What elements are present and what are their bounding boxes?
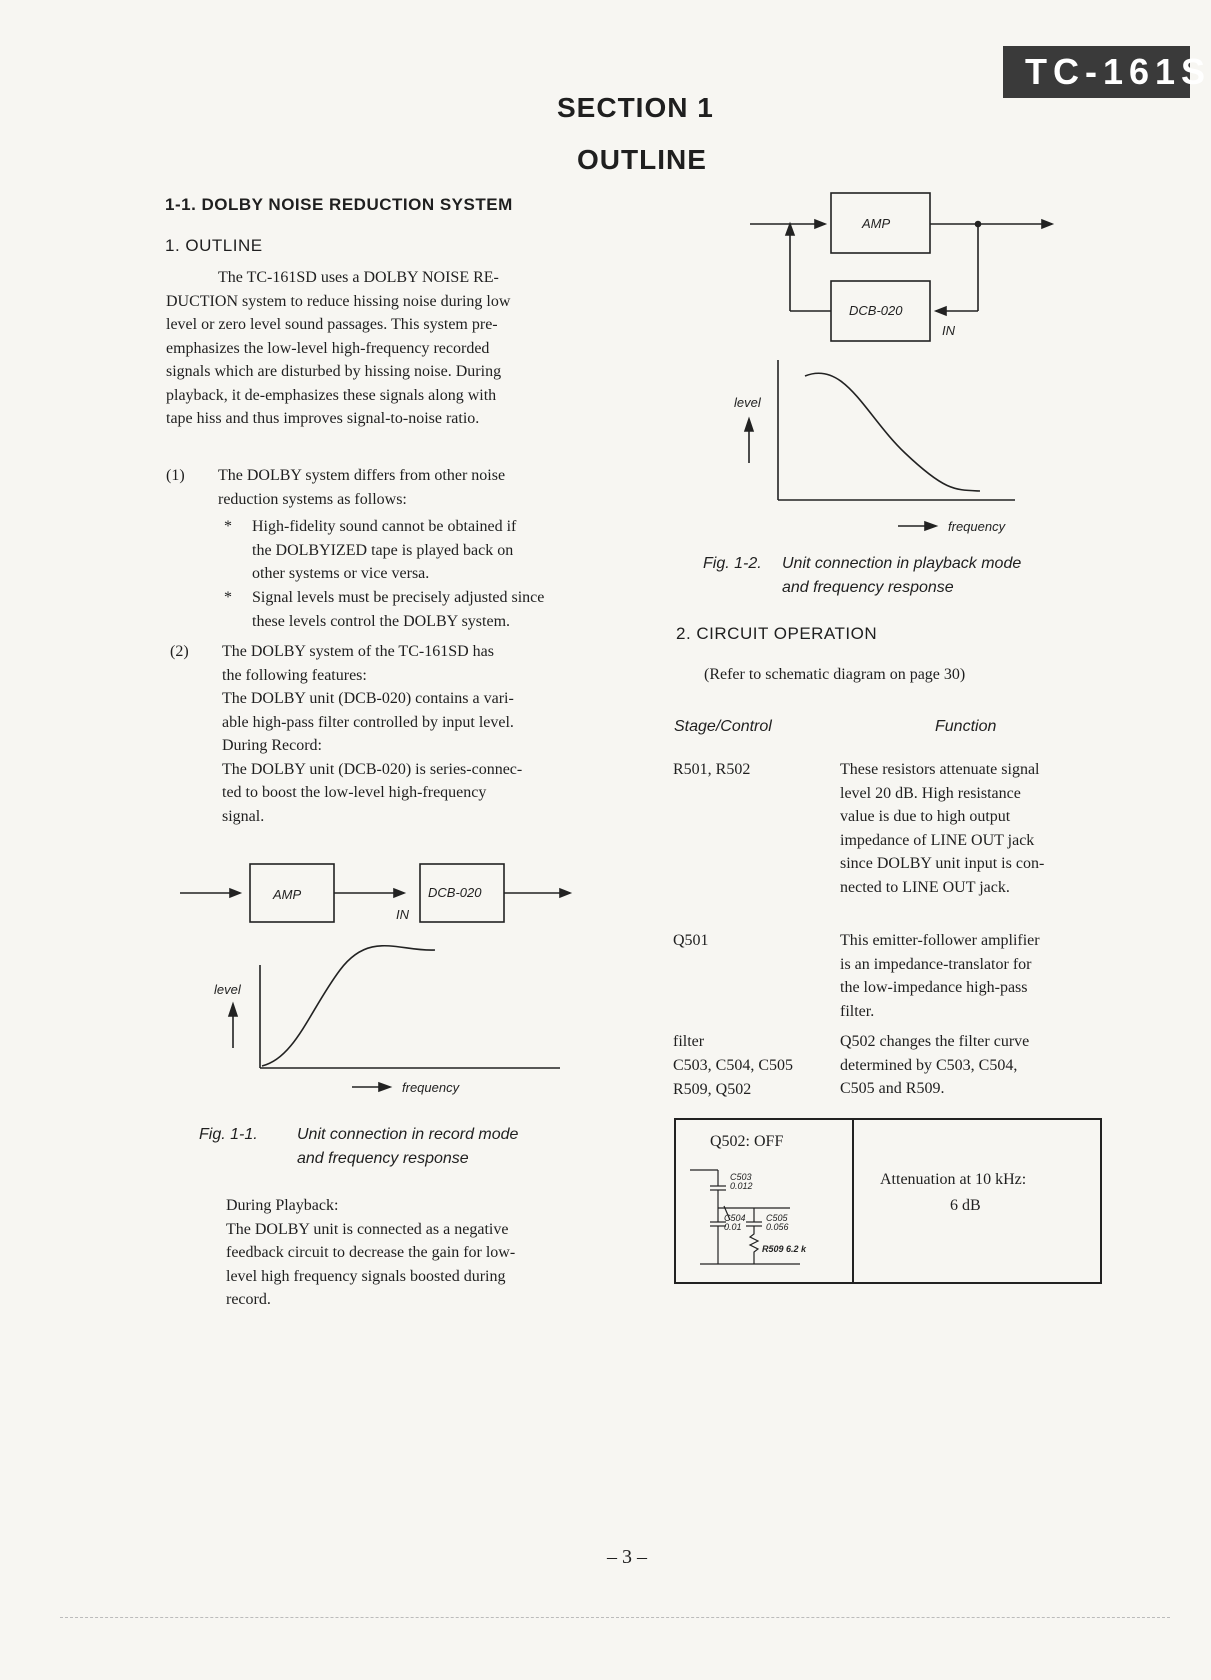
refer-note: (Refer to schematic diagram on page 30) bbox=[704, 666, 966, 683]
text-line: level high frequency signals boosted during bbox=[226, 1267, 506, 1285]
text-line: During Playback: bbox=[226, 1197, 339, 1214]
text-line: the low-impedance high-pass bbox=[840, 979, 1028, 996]
item1-text bbox=[218, 464, 602, 511]
footer-rule bbox=[60, 1617, 1170, 1618]
text-line: record. bbox=[226, 1291, 271, 1308]
arrow-icon bbox=[230, 889, 240, 897]
text-line: emphasizes the low-level high-frequency recorded bbox=[166, 339, 490, 357]
frequency-label: frequency bbox=[402, 1080, 460, 1095]
text-line: Q502 changes the filter curve bbox=[840, 1033, 1030, 1050]
column-header-stage: Stage/Control bbox=[674, 718, 772, 735]
heading-circuit-operation: 2. CIRCUIT OPERATION bbox=[676, 624, 878, 643]
text-line: The DOLBY system differs from other noise bbox=[218, 467, 506, 484]
in-label: IN bbox=[942, 323, 955, 338]
text-line: value is due to high output bbox=[840, 808, 1011, 825]
arrow-icon bbox=[560, 889, 570, 897]
arrow-icon bbox=[229, 1004, 237, 1016]
text-line: This emitter-follower amplifier bbox=[840, 932, 1040, 949]
fig1-caption-line2: and frequency response bbox=[297, 1150, 469, 1167]
text-line: The TC-161SD uses a DOLBY NOISE RE- bbox=[218, 269, 499, 286]
text-line: The DOLBY unit is connected as a negative bbox=[226, 1220, 509, 1238]
intro-paragraph bbox=[166, 266, 601, 431]
cut-curve bbox=[805, 373, 980, 491]
bullet-star: * bbox=[224, 589, 232, 606]
function-text bbox=[840, 929, 1102, 1023]
fig2-caption-number: Fig. 1-2. bbox=[703, 555, 762, 572]
text-line: High-fidelity sound cannot be obtained if bbox=[252, 518, 517, 535]
c505-value: 0.056 bbox=[766, 1222, 789, 1232]
bullet2-text bbox=[252, 586, 607, 633]
fig1-diagram bbox=[170, 850, 610, 1110]
stage-label bbox=[673, 1030, 793, 1102]
heading-dolby-nr: 1-1. DOLBY NOISE REDUCTION SYSTEM bbox=[165, 195, 513, 214]
text-line: nected to LINE OUT jack. bbox=[840, 878, 1010, 896]
item2-text bbox=[222, 640, 606, 828]
filter-schematic bbox=[690, 1164, 840, 1276]
text-line: Signal levels must be precisely adjusted since bbox=[252, 589, 545, 606]
text-line: filter. bbox=[840, 1002, 875, 1020]
box-divider bbox=[852, 1120, 854, 1282]
section-title: SECTION 1 bbox=[557, 92, 714, 123]
text-line: the following features: bbox=[222, 666, 367, 684]
arrow-icon bbox=[379, 1083, 390, 1091]
in-label: IN bbox=[396, 907, 409, 922]
c503-value: 0.012 bbox=[730, 1181, 753, 1191]
page-number: – 3 – bbox=[607, 1546, 647, 1568]
text-line: The DOLBY system of the TC-161SD has bbox=[222, 643, 494, 660]
r509-label: R509 6.2 k bbox=[762, 1244, 807, 1254]
attenuation-label: Attenuation at 10 kHz: bbox=[880, 1171, 1027, 1188]
text-line: is an impedance-translator for bbox=[840, 955, 1032, 973]
arrow-icon bbox=[745, 419, 753, 431]
text-line: tape hiss and thus improves signal-to-noise ratio. bbox=[166, 410, 480, 427]
column-header-function: Function bbox=[935, 718, 997, 735]
text-line: other systems or vice versa. bbox=[252, 565, 430, 582]
text-line: level or zero level sound passages. This system pre- bbox=[166, 316, 498, 333]
text-line: During Record: bbox=[222, 737, 322, 754]
text-line: able high-pass filter controlled by input level. bbox=[222, 713, 514, 731]
amp-label: AMP bbox=[273, 887, 302, 902]
arrow-icon bbox=[786, 224, 794, 235]
text-line: feedback circuit to decrease the gain for low- bbox=[226, 1244, 516, 1261]
level-label: level bbox=[214, 982, 241, 997]
text-line: C505 and R509. bbox=[840, 1080, 945, 1097]
arrow-icon bbox=[394, 889, 404, 897]
arrow-icon bbox=[1042, 220, 1052, 228]
attenuation-value: 6 dB bbox=[950, 1197, 981, 1214]
item-number: (2) bbox=[170, 643, 189, 660]
page-title: OUTLINE bbox=[577, 144, 707, 175]
bullet1-text bbox=[252, 515, 607, 586]
text-line: level 20 dB. High resistance bbox=[840, 784, 1021, 802]
text-line: signals which are disturbed by hissing noise. During bbox=[166, 363, 502, 380]
text-line: determined by C503, C504, bbox=[840, 1056, 1018, 1074]
fig2-caption-line1: Unit connection in playback mode bbox=[782, 555, 1022, 572]
c504-value: 0.01 bbox=[724, 1222, 742, 1232]
text-line: The DOLBY unit (DCB-020) contains a vari- bbox=[222, 690, 514, 707]
heading-outline: 1. OUTLINE bbox=[165, 236, 263, 255]
text-line: These resistors attenuate signal bbox=[840, 761, 1040, 778]
fig1-caption-number: Fig. 1-1. bbox=[199, 1126, 258, 1143]
filter-state-box bbox=[674, 1118, 1102, 1284]
text-line: since DOLBY unit input is con- bbox=[840, 855, 1045, 872]
text-line: signal. bbox=[222, 807, 265, 825]
text-line: The DOLBY unit (DCB-020) is series-connec- bbox=[222, 760, 523, 778]
text-line: C503, C504, C505 bbox=[673, 1057, 794, 1074]
fig2-diagram bbox=[700, 185, 1100, 540]
q502-state: Q502: OFF bbox=[710, 1133, 784, 1150]
text-line: ted to boost the low-level high-frequency bbox=[222, 784, 487, 801]
text-line: DUCTION system to reduce hissing noise during low bbox=[166, 292, 511, 310]
text-line: impedance of LINE OUT jack bbox=[840, 831, 1035, 849]
dcb-label: DCB-020 bbox=[428, 885, 482, 900]
text-line: reduction systems as follows: bbox=[218, 490, 407, 508]
fig1-caption-line1: Unit connection in record mode bbox=[297, 1126, 519, 1143]
amp-label: AMP bbox=[862, 216, 891, 231]
level-label: level bbox=[734, 395, 761, 410]
arrow-icon bbox=[936, 307, 946, 315]
c503-label: C503 bbox=[730, 1172, 752, 1182]
resistor-r509 bbox=[750, 1226, 758, 1264]
c504-label: C504 bbox=[724, 1213, 746, 1223]
playback-paragraph bbox=[226, 1194, 607, 1312]
arrow-icon bbox=[815, 220, 825, 228]
frequency-label: frequency bbox=[948, 519, 1006, 534]
boost-curve bbox=[262, 946, 435, 1066]
text-line: filter bbox=[673, 1033, 705, 1050]
text-line: these levels control the DOLBY system. bbox=[252, 612, 511, 630]
stage-label: R501, R502 bbox=[673, 761, 751, 778]
item-number: (1) bbox=[166, 467, 185, 484]
c505-label: C505 bbox=[766, 1213, 788, 1223]
model-badge: TC-161S bbox=[1003, 46, 1190, 98]
text-line: playback, it de-emphasizes these signals along with bbox=[166, 386, 497, 404]
arrow-icon bbox=[925, 522, 936, 530]
dcb-label: DCB-020 bbox=[849, 303, 903, 318]
bullet-star: * bbox=[224, 518, 232, 535]
function-text bbox=[840, 758, 1102, 899]
fig2-caption-line2: and frequency response bbox=[782, 579, 954, 596]
text-line: the DOLBYIZED tape is played back on bbox=[252, 541, 514, 559]
stage-label: Q501 bbox=[673, 932, 709, 949]
text-line: R509, Q502 bbox=[673, 1081, 752, 1098]
function-text bbox=[840, 1030, 1102, 1101]
